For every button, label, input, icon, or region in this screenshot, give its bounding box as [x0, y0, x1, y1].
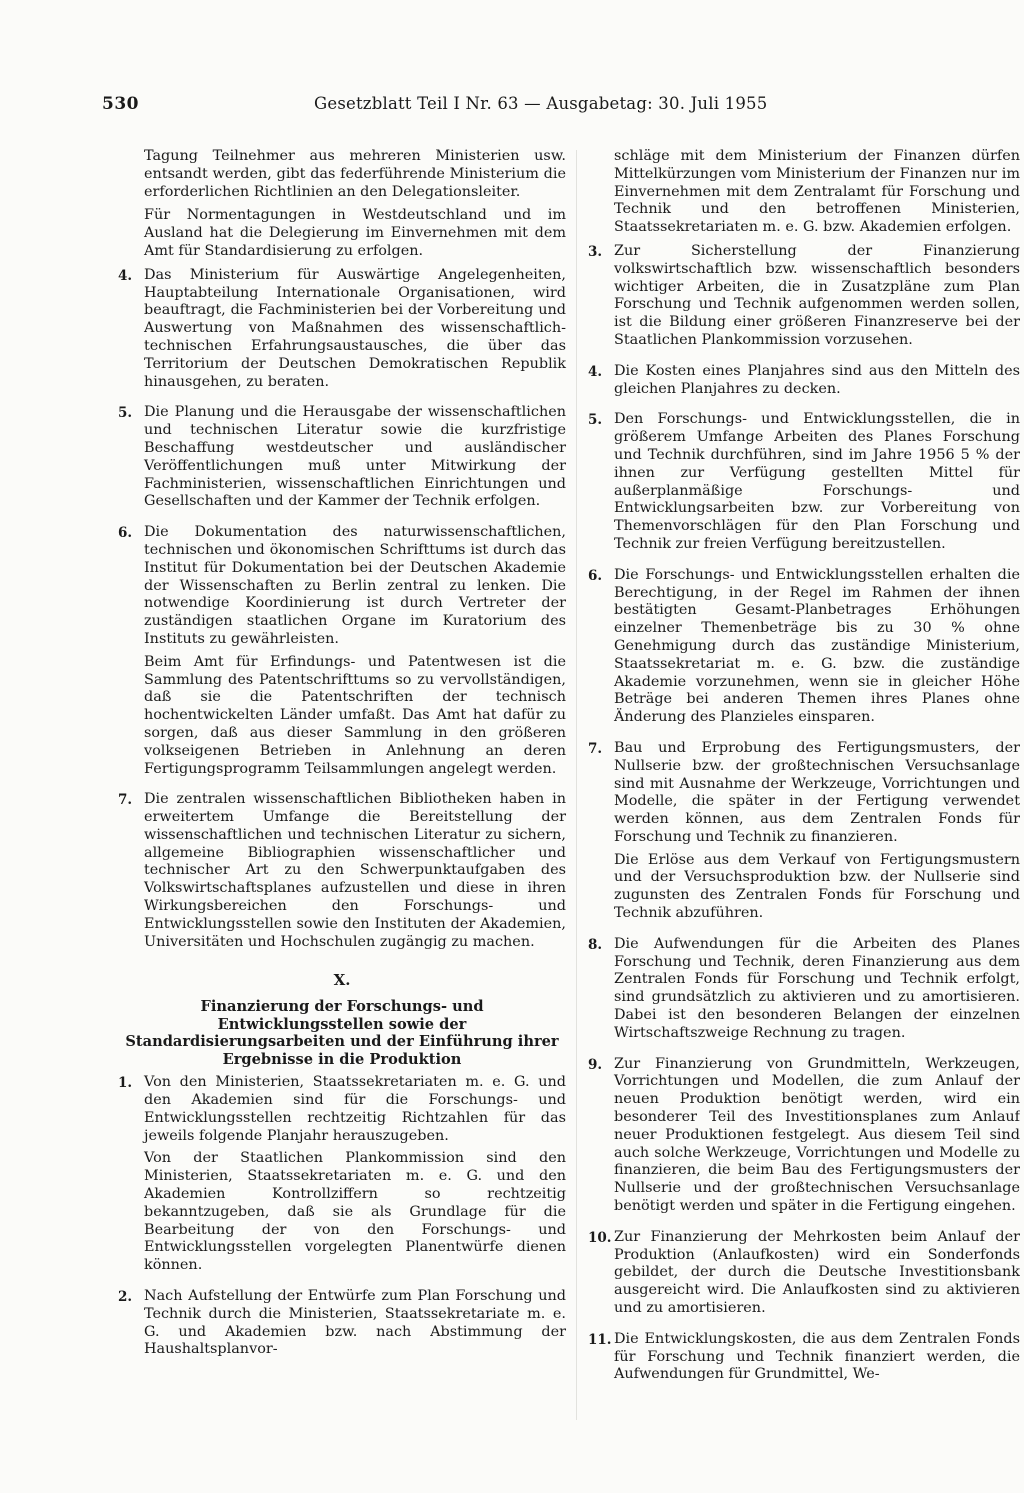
item-text	[614, 243, 1020, 355]
item-number: 1.	[118, 1075, 133, 1092]
item-number: 7.	[588, 740, 603, 757]
list-item	[118, 267, 566, 397]
list-item	[118, 1288, 566, 1364]
right-column	[588, 148, 1020, 1428]
item-paragraph: Beim Amt für Erfindungs- und Patentwesen ist die Sammlung des Patentschrifttums so zu vervollständigen, daß sie die Patentschriften der technisch hochentwickelten Länder umfaßt. Das Amt hat dafür zu sorgen, daß aus dieser Sammlung in den größeren volkseigenen Betrieben in Anlehnung an deren Fertigungsprogramm Teilsammlungen angelegt werden.	[144, 653, 566, 777]
item-paragraph: Die zentralen wissenschaftlichen Bibliotheken haben in erweitertem Umfange die Bereitstellung der wissenschaftlichen und technischen Literatur zu sichern, allgemeine Bibliographien wissenschaftlicher und technischer Art zu den Schwerpunktaufgaben des Volkswirtschaftsplanes aufzustellen und diese in ihren Wirkungsbereichen den Forschungs- und Entwicklungsstellen sowie den Instituten der Akademien, Universitäten und Hochschulen zugängig zu machen.	[144, 791, 566, 950]
continuation-paragraph: Tagung Teilnehmer aus mehreren Ministerien usw. entsandt werden, gibt das federführende Ministerium die erforderlichen Richtlinien an den Delegationsleiter.	[144, 148, 566, 200]
list-item	[588, 1229, 1020, 1323]
item-number: 3.	[588, 243, 603, 260]
item-number: 9.	[588, 1056, 603, 1073]
item-number: 5.	[118, 405, 133, 422]
item-paragraph: Die Aufwendungen für die Arbeiten des Planes Forschung und Technik, deren Finanzierung aus dem Zentralen Fonds für Forschung und Technik erfolgt, sind grundsätzlich zu aktivieren und zu amortisieren. Dabei ist den besonderen Belangen der einzelnen Wirtschaftszweige Rechnung zu tragen.	[614, 935, 1020, 1041]
item-text	[614, 1331, 1020, 1389]
item-paragraph: Die Dokumentation des naturwissenschaftlichen, technischen und ökonomischen Schrifttums ist durch das Institut für Dokumentation bei der Deutschen Akademie der Wissenschaften zu Berlin zentral zu lenken. Die notwendige Koordinierung ist durch Vertreter der zuständigen staatlichen Organe im Kuratorium des Instituts zu gewährleisten.	[144, 524, 566, 647]
item-text	[144, 267, 566, 397]
item-paragraph: Von den Ministerien, Staatssekretariaten m. e. G. und den Akademien sind für die Forschungs- und Entwicklungsstellen rechtzeitig Richtzahlen für das jeweils folgende Planjahr herauszugeben.	[144, 1074, 566, 1144]
item-number: 4.	[118, 267, 133, 284]
item-paragraph: Den Forschungs- und Entwicklungsstellen, die in größerem Umfange Arbeiten des Planes Forschung und Technik durchführen, sind im Jahre 1956 5 % der ihnen zur Verfügung gestellten Mittel für außerplanmäßige Forschungs- und Entwicklungsarbeiten bzw. zur Vorbereitung von Themenvorschlägen für den Plan Forschung und Technik zur freien Verfügung bereitzustellen.	[614, 411, 1020, 552]
item-number: 11.	[588, 1331, 612, 1348]
item-number: 6.	[588, 567, 603, 584]
item-text	[614, 411, 1020, 558]
item-text	[144, 1074, 566, 1280]
item-text	[614, 363, 1020, 404]
item-number: 10.	[588, 1229, 612, 1246]
item-text	[144, 404, 566, 516]
list-item	[118, 791, 566, 956]
item-text	[614, 1056, 1020, 1221]
item-paragraph: Das Ministerium für Auswärtige Angelegenheiten, Hauptabteilung Internationale Organisationen, wird beauftragt, die Fachministerien bei der Vorbereitung und Auswertung von Maßnahmen des wissenschaftlich-technischen Erfahrungsaustausches, die über das Territorium der Deutschen Demokratischen Republik hinausgehen, zu beraten.	[144, 266, 566, 390]
numbered-list	[118, 267, 566, 957]
item-number: 6.	[118, 525, 133, 542]
item-paragraph: Zur Finanzierung der Mehrkosten beim Anlauf der Produktion (Anlaufkosten) wird ein Sonderfonds gebildet, der durch die Deutsche Investitionsbank ausgereicht wird. Die Anlaufkosten sind zu aktivieren und zu amortisieren.	[614, 1228, 1020, 1317]
list-item	[588, 243, 1020, 355]
item-paragraph: Nach Aufstellung der Entwürfe zum Plan Forschung und Technik durch die Ministerien, Staatssekretariate m. e. G. und Akademien bzw. nach Abstimmung der Haushaltsplanvor-	[144, 1288, 566, 1358]
list-item	[588, 936, 1020, 1048]
item-text	[614, 567, 1020, 732]
left-column	[118, 148, 566, 1372]
item-paragraph: Die Entwicklungskosten, die aus dem Zentralen Fonds für Forschung und Technik finanziert werden, die Aufwendungen für Grundmittel, We-	[614, 1330, 1020, 1383]
section-title: Finanzierung der Forschungs- und Entwicklungsstellen sowie der Standardisierungsarbeiten und der Einführung ihrer Ergebnisse in die Produktion	[125, 998, 559, 1068]
page-number: 530	[102, 94, 139, 114]
item-paragraph: Die Planung und die Herausgabe der wissenschaftlichen und technischen Literatur sowie die kurzfristige Beschaffung westdeutscher und ausländischer Veröffentlichungen muß unter Mitwirkung der Fachministerien, wissenschaftlichen Einrichtungen und Gesellschaften und der Kammer der Technik erfolgen.	[144, 404, 566, 510]
item-number: 8.	[588, 936, 603, 953]
item-text	[614, 1229, 1020, 1323]
list-item	[588, 1331, 1020, 1389]
column-divider	[576, 150, 577, 1420]
list-item	[118, 524, 566, 783]
item-paragraph: Die Forschungs- und Entwicklungsstellen erhalten die Berechtigung, in der Regel im Rahmen der ihnen bestätigten Gesamt-Planbetrages Erhöhungen einzelner Themenbeträge bis zu 30 % ohne Genehmigung durch das zuständige Ministerium, Staatssekretariat m. e. G. bzw. die zuständige Akademie vorzunehmen, wenn sie in gleicher Höhe Beträge bei anderen Themen ihres Planes ohne Änderung des Planzieles einsparen.	[614, 566, 1020, 726]
list-item	[118, 1074, 566, 1280]
list-item	[588, 411, 1020, 558]
section-number: X.	[333, 971, 351, 990]
numbered-list	[588, 243, 1020, 1389]
item-paragraph: Zur Finanzierung von Grundmitteln, Werkzeugen, Vorrichtungen und Modellen, die zum Anlauf der neuen Produktion benötigt werden, wird ein besonderer Teil des Investitionsplanes zum Anlauf neuer Produktionen festgelegt. Aus diesem Teil sind auch solche Werkzeuge, Vorrichtungen und Modelle zu finanzieren, die beim Bau des Fertigungsmusters der Nullserie und der großtechnischen Versuchsanlage benötigt werden und später in die Fertigung eingehen.	[614, 1055, 1020, 1215]
item-text	[144, 1288, 566, 1364]
item-text	[144, 524, 566, 783]
continuation-paragraph: Für Normentagungen in Westdeutschland und im Ausland hat die Delegierung im Einvernehmen mit dem Amt für Standardisierung zu erfolgen.	[144, 207, 566, 259]
item-number: 7.	[118, 792, 133, 809]
page-header	[102, 94, 814, 116]
list-item	[588, 363, 1020, 404]
item-paragraph: Die Kosten eines Planjahres sind aus den Mitteln des gleichen Planjahres zu decken.	[614, 362, 1020, 397]
list-item	[588, 740, 1020, 928]
item-paragraph: Bau und Erprobung des Fertigungsmusters, der Nullserie bzw. der großtechnischen Versuchsanlage sind mit Ausnahme der Werkzeuge, Vorrichtungen und Modelle, die später in der Fertigung verwendet werden können, aus dem Zentralen Fonds für Forschung und Technik zu finanzieren.	[614, 739, 1020, 845]
list-item	[588, 567, 1020, 732]
item-paragraph: Zur Sicherstellung der Finanzierung volkswirtschaftlich bzw. wissenschaftlich besonders wichtiger Arbeiten, die in Zusatzpläne zum Plan Forschung und Technik aufgenommen werden sollen, ist die Bildung einer größeren Finanzreserve bei der Staatlichen Plankommission vorzusehen.	[614, 242, 1020, 348]
list-item	[588, 1056, 1020, 1221]
item-paragraph: Von der Staatlichen Plankommission sind den Ministerien, Staatssekretariaten m. e. G. und den Akademien Kontrollziffern so rechtzeitig bekanntzugeben, daß sie als Grundlage für die Bearbeitung der von den Forschungs- und Entwicklungsstellen vorgelegten Planentwürfe dienen können.	[144, 1150, 566, 1274]
item-text	[614, 936, 1020, 1048]
item-number: 4.	[588, 363, 603, 380]
item-paragraph: Die Erlöse aus dem Verkauf von Fertigungsmustern und der Versuchsproduktion bzw. der Nullserie sind zugunsten des Zentralen Fonds für Forschung und Technik abzuführen.	[614, 851, 1020, 922]
item-text	[144, 791, 566, 956]
gazette-title: Gesetzblatt Teil I Nr. 63 — Ausgabetag: 30. Juli 1955	[314, 94, 768, 113]
item-number: 5.	[588, 412, 603, 429]
continuation-paragraph: schläge mit dem Ministerium der Finanzen dürfen Mittelkürzungen vom Ministerium der Finanzen nur im Einvernehmen mit dem Zentralamt für Forschung und Technik und den betroffenen Ministerien, Staatssekretariaten m. e. G. bzw. Akademien erfolgen.	[614, 148, 1020, 236]
item-text	[614, 740, 1020, 928]
item-number: 2.	[118, 1289, 133, 1306]
list-item	[118, 404, 566, 516]
numbered-list	[118, 1074, 566, 1364]
